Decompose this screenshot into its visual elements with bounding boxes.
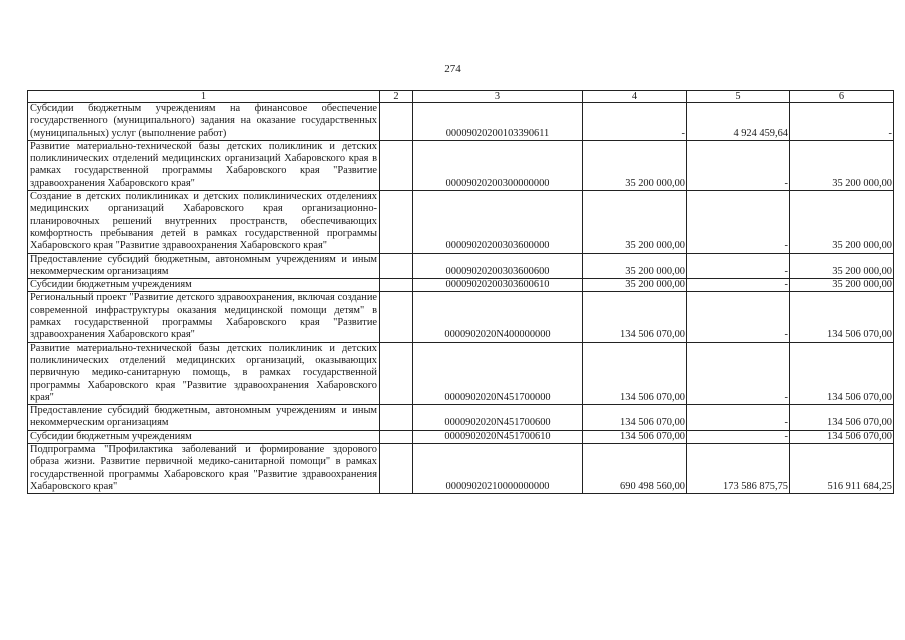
row-col2-cell — [380, 405, 413, 431]
row-col2-cell — [380, 253, 413, 279]
header-cell: 2 — [380, 91, 413, 103]
row-code-cell: 0000902020N451700600 — [413, 405, 583, 431]
table-row — [28, 444, 894, 494]
row-col5-cell: - — [687, 292, 790, 342]
row-col4-cell: 134 506 070,00 — [583, 292, 687, 342]
row-col6-cell: - — [790, 103, 894, 141]
row-col4-cell: 134 506 070,00 — [583, 342, 687, 404]
row-col2-cell — [380, 430, 413, 443]
table-row — [28, 253, 894, 279]
row-col5-cell: - — [687, 140, 790, 190]
row-code-cell: 0000902020N400000000 — [413, 292, 583, 342]
row-col4-cell: 690 498 560,00 — [583, 444, 687, 494]
row-col4-cell: - — [583, 103, 687, 141]
row-col5-cell: - — [687, 191, 790, 253]
page-number: 274 — [444, 63, 461, 75]
row-name-cell: Подпрограмма "Профилактика заболеваний и формирование здорового образа жизни. Развитие первичной медико-санитарной помощи" в рамках государственной программы Хабаровского края "Развитие здравоохранения Хабаровского края" — [28, 444, 380, 494]
row-code-cell: 00009020200303600600 — [413, 253, 583, 279]
table-row — [28, 191, 894, 253]
row-col6-cell: 134 506 070,00 — [790, 405, 894, 431]
table-row — [28, 279, 894, 292]
table-header-row — [28, 91, 894, 103]
row-col6-cell: 516 911 684,25 — [790, 444, 894, 494]
row-col6-cell: 134 506 070,00 — [790, 430, 894, 443]
header-cell: 6 — [790, 91, 894, 103]
header-cell: 4 — [583, 91, 687, 103]
row-col6-cell: 35 200 000,00 — [790, 253, 894, 279]
budget-table — [27, 90, 894, 494]
row-col2-cell — [380, 103, 413, 141]
row-col6-cell: 134 506 070,00 — [790, 342, 894, 404]
row-col2-cell — [380, 279, 413, 292]
row-col6-cell: 35 200 000,00 — [790, 191, 894, 253]
row-code-cell: 00009020200300000000 — [413, 140, 583, 190]
row-code-cell: 0000902020N451700000 — [413, 342, 583, 404]
row-col4-cell: 134 506 070,00 — [583, 430, 687, 443]
row-code-cell: 00009020200303600610 — [413, 279, 583, 292]
row-col2-cell — [380, 342, 413, 404]
header-cell: 1 — [28, 91, 380, 103]
row-code-cell: 00009020200103390611 — [413, 103, 583, 141]
row-name-cell: Развитие материально-технической базы детских поликлиник и детских поликлинических отделений медицинских организаций, оказывающих первичную медико-санитарную помощь, в рамках государственной программы Хабаровского края "Развитие здравоохранения Хабаровского края" — [28, 342, 380, 404]
row-col4-cell: 35 200 000,00 — [583, 191, 687, 253]
row-col4-cell: 35 200 000,00 — [583, 253, 687, 279]
row-col2-cell — [380, 444, 413, 494]
row-name-cell: Предоставление субсидий бюджетным, автономным учреждениям и иным некоммерческим организациям — [28, 405, 380, 431]
row-col5-cell: - — [687, 342, 790, 404]
table-row — [28, 140, 894, 190]
row-code-cell: 00009020210000000000 — [413, 444, 583, 494]
row-name-cell: Предоставление субсидий бюджетным, автономным учреждениям и иным некоммерческим организациям — [28, 253, 380, 279]
table-row — [28, 292, 894, 342]
row-name-cell: Региональный проект "Развитие детского здравоохранения, включая создание современной инфраструктуры оказания медицинской помощи детям" в рамках государственной программы Хабаровского края "Развитие здравоохранения Хабаровского края" — [28, 292, 380, 342]
row-col5-cell: - — [687, 405, 790, 431]
row-col2-cell — [380, 191, 413, 253]
row-name-cell: Субсидии бюджетным учреждениям — [28, 430, 380, 443]
row-col6-cell: 35 200 000,00 — [790, 140, 894, 190]
header-cell: 3 — [413, 91, 583, 103]
row-code-cell: 0000902020N451700610 — [413, 430, 583, 443]
row-col4-cell: 134 506 070,00 — [583, 405, 687, 431]
row-name-cell: Развитие материально-технической базы детских поликлиник и детских поликлинических отделений медицинских организаций Хабаровского края в рамках государственной программы Хабаровского края "Развитие здравоохранения Хабаровского края" — [28, 140, 380, 190]
row-col5-cell: 173 586 875,75 — [687, 444, 790, 494]
row-name-cell: Создание в детских поликлиниках и детских поликлинических отделениях медицинских организаций Хабаровского края организационно-планировочных решений внутренних пространств, обеспечивающих комфортность пребывания детей в рамках государственной программы Хабаровского края "Развитие здравоохранения Хабаровского края" — [28, 191, 380, 253]
row-col5-cell: - — [687, 430, 790, 443]
table-row — [28, 103, 894, 141]
header-cell: 5 — [687, 91, 790, 103]
row-col5-cell: - — [687, 279, 790, 292]
table-row — [28, 342, 894, 404]
row-col4-cell: 35 200 000,00 — [583, 279, 687, 292]
table-row — [28, 430, 894, 443]
table-body — [28, 91, 894, 494]
row-col6-cell: 134 506 070,00 — [790, 292, 894, 342]
row-col2-cell — [380, 292, 413, 342]
row-col2-cell — [380, 140, 413, 190]
row-col5-cell: 4 924 459,64 — [687, 103, 790, 141]
table-row — [28, 405, 894, 431]
row-code-cell: 00009020200303600000 — [413, 191, 583, 253]
row-name-cell: Субсидии бюджетным учреждениям на финансовое обеспечение государственного (муниципального) задания на оказание государственных (муниципальных) услуг (выполнение работ) — [28, 103, 380, 141]
row-name-cell: Субсидии бюджетным учреждениям — [28, 279, 380, 292]
row-col5-cell: - — [687, 253, 790, 279]
row-col6-cell: 35 200 000,00 — [790, 279, 894, 292]
row-col4-cell: 35 200 000,00 — [583, 140, 687, 190]
